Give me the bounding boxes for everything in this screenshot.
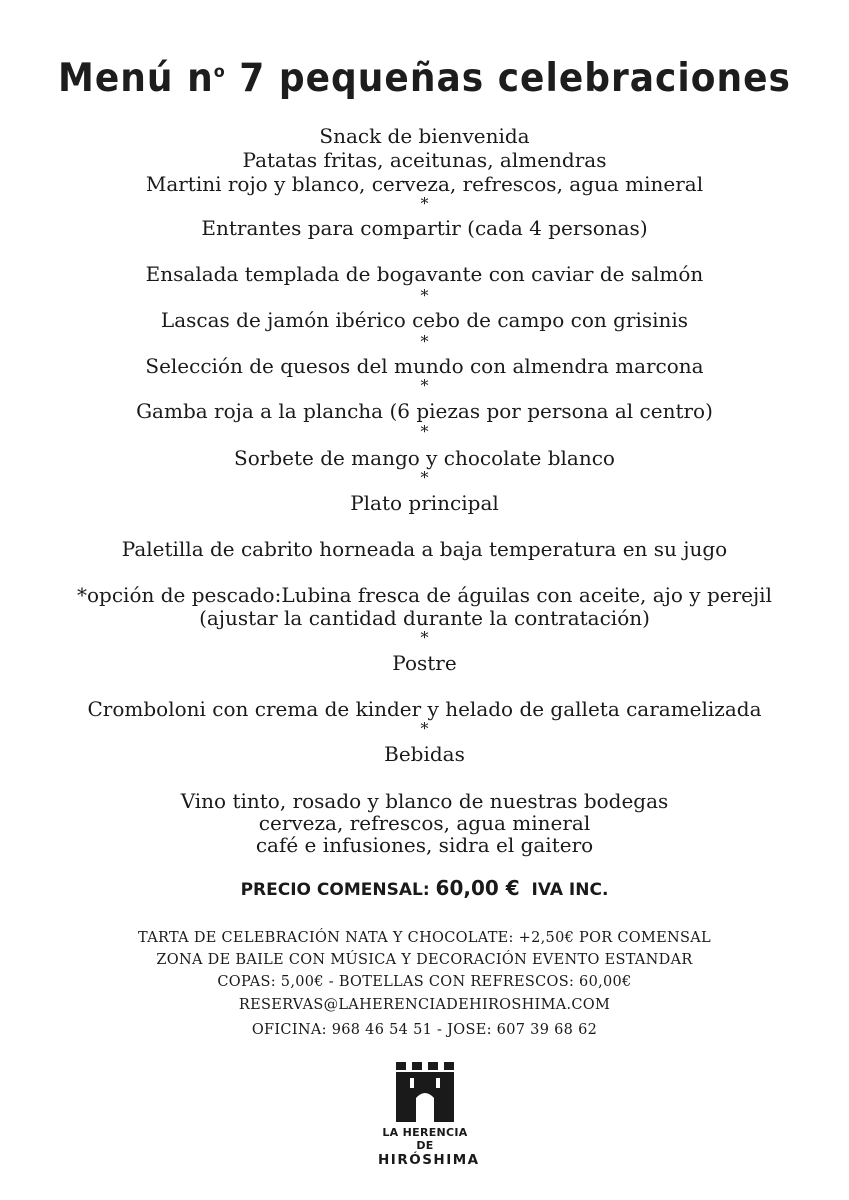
price-per-guest	[0, 876, 849, 900]
drinks-line: café e infusiones, sidra el gaitero	[255, 833, 594, 857]
dessert-dish: Cromboloni con crema de kinder y helado de galleta caramelizada	[87, 697, 762, 721]
menu-title	[0, 56, 849, 100]
price-tax: IVA INC.	[519, 880, 609, 900]
logo-line-2: HIRÓSHIMA	[378, 1152, 480, 1168]
price-amount: 60,00 €	[435, 876, 520, 900]
title-rest: 7 pequeñas celebraciones	[225, 56, 791, 101]
dessert-heading: Postre	[392, 651, 457, 675]
welcome-items: Patatas fritas, aceitunas, almendras	[242, 148, 607, 172]
drinks-line: cerveza, refrescos, agua mineral	[258, 811, 591, 835]
fish-option-note: (ajustar la cantidad durante la contratación)	[199, 606, 650, 630]
fish-option: *opción de pescado:Lubina fresca de águilas con aceite, ajo y perejil	[77, 583, 772, 607]
reservation-email: RESERVAS@LAHERENCIADEHIROSHIMA.COM	[238, 997, 611, 1013]
extras-cake: TARTA DE CELEBRACIÓN NATA Y CHOCOLATE: +2,50€ POR COMENSAL	[138, 930, 711, 946]
separator: *	[420, 628, 429, 647]
separator: *	[420, 422, 429, 441]
main-course-heading: Plato principal	[350, 491, 499, 515]
starters-heading: Entrantes para compartir (cada 4 personas)	[201, 216, 648, 240]
extras-drinks: COPAS: 5,00€ - BOTELLAS CON REFRESCOS: 60,00€	[217, 974, 632, 990]
welcome-heading: Snack de bienvenida	[319, 124, 530, 148]
starter-item: Ensalada templada de bogavante con caviar de salmón	[145, 262, 704, 286]
extras-dance: ZONA DE BAILE CON MÚSICA Y DECORACIÓN EVENTO ESTANDAR	[156, 952, 693, 968]
contact-phones: OFICINA: 968 46 54 51 - JOSE: 607 39 68 62	[251, 1022, 598, 1038]
separator: *	[420, 286, 429, 305]
separator: *	[420, 468, 429, 487]
title-superscript: o	[213, 60, 226, 82]
castle-tower-icon	[396, 1062, 454, 1122]
drinks-line: Vino tinto, rosado y blanco de nuestras bodegas	[180, 789, 669, 813]
starter-item: Selección de quesos del mundo con almendra marcona	[145, 354, 704, 378]
title-main: Menú n	[58, 56, 214, 101]
separator: *	[420, 194, 429, 213]
price-label: PRECIO COMENSAL:	[240, 880, 436, 900]
separator: *	[420, 332, 429, 351]
separator: *	[420, 376, 429, 395]
brand-logo	[378, 1062, 480, 1168]
separator: *	[420, 719, 429, 738]
main-course-dish: Paletilla de cabrito horneada a baja temperatura en su jugo	[121, 537, 728, 561]
drinks-heading: Bebidas	[384, 742, 465, 766]
welcome-drinks: Martini rojo y blanco, cerveza, refrescos, agua mineral	[145, 172, 704, 196]
starter-item: Lascas de jamón ibérico cebo de campo con grisinis	[160, 308, 689, 332]
starter-item: Gamba roja a la plancha (6 piezas por persona al centro)	[136, 399, 713, 423]
logo-line-1: LA HERENCIA DE	[382, 1126, 468, 1152]
starter-item: Sorbete de mango y chocolate blanco	[234, 446, 615, 470]
